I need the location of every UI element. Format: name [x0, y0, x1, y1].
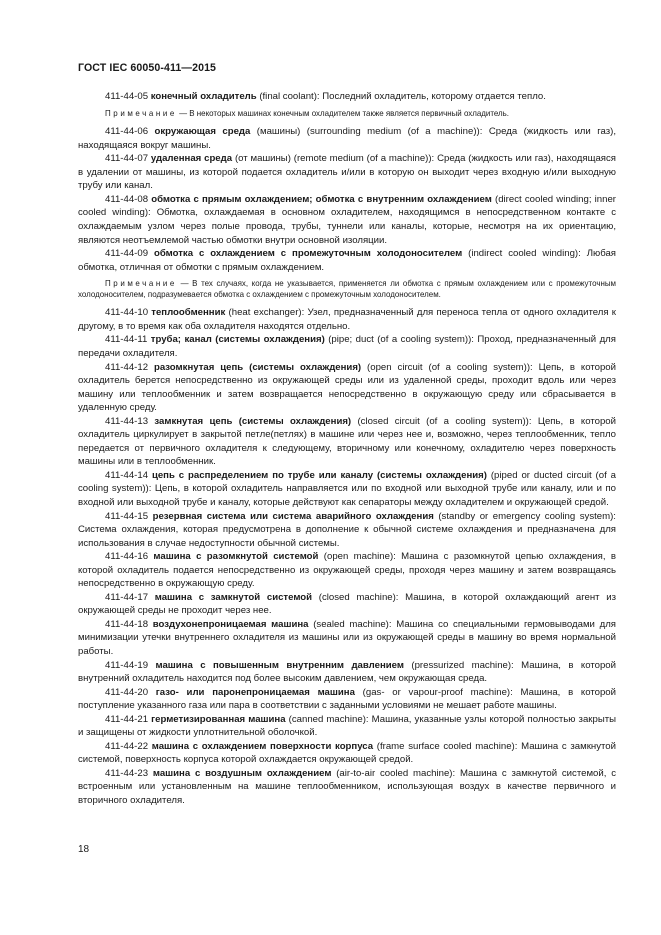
term-entry [78, 125, 616, 152]
term-name: разомкнутая цепь (системы охлаждения) [153, 361, 362, 373]
term-definition: (pipe; duct (of a cooling system)): Проход, предназначенный для передачи охладителя. [78, 334, 616, 359]
term-number: 411-44-12 [105, 361, 149, 373]
term-name: машина с разомкнутой системой [153, 551, 319, 563]
term-number: 411-44-14 [105, 469, 149, 481]
term-entry [78, 193, 616, 247]
document-body [78, 90, 616, 808]
term-name: замкнутая цепь (системы охлаждения) [154, 415, 352, 427]
term-entry [78, 591, 616, 618]
term-number: 411-44-13 [105, 415, 149, 427]
term-entry [78, 247, 616, 274]
term-name: конечный охладитель [150, 91, 257, 102]
term-number: 411-44-05 [105, 91, 149, 102]
term-name: обмотка с прямым охлаждением; обмотка с внутренним охлаждением [151, 193, 492, 205]
page-number: 18 [78, 844, 90, 855]
term-definition: (closed machine): Машина, в которой охлаждающий агент из окружающей среды не проходит через нее. [78, 591, 617, 617]
note-label: Примечание [105, 279, 177, 289]
term-definition: (direct cooled winding; inner cooled winding): Обмотка, охлаждаемая в основном охладителем, находящимся в непосредственном контакте с охлаждаемым узлом через полые провода, трубы, туннели или каналы, которые, несмотря на их ориентацию, являются неотъемлемой частью обмотки внутри основной изоляции. [78, 193, 616, 246]
note-text: — В некоторых машинах конечным охладителем также является первичный охладитель. [176, 108, 510, 118]
term-entry [78, 361, 616, 415]
term-name: герметизированная машина [151, 713, 286, 725]
term-name: воздухонепроницаемая машина [152, 618, 309, 630]
term-entry [78, 686, 616, 713]
term-entry [78, 767, 616, 808]
term-name: машина с воздушным охлаждением [152, 767, 332, 779]
term-entry [78, 469, 616, 510]
term-entry [78, 740, 616, 767]
note [78, 109, 616, 120]
term-name: удаленная среда [150, 153, 233, 165]
term-name: машина с охлаждением поверхности корпуса [151, 740, 374, 752]
term-entry [78, 713, 616, 740]
term-number: 411-44-07 [105, 153, 149, 165]
term-definition: (final coolant): Последний охладитель, которому отдается тепло. [256, 91, 546, 102]
term-definition: (heat exchanger): Узел, предназначенный для переноса тепла от одного охладителя к другому, в то время как оба охладителя находятся отдельно. [78, 307, 617, 332]
term-definition: (closed circuit (of a cooling system)): Цепь, в которой охладитель циркулирует в закрытой петле(петлях) в машине или через нее и, возможно, через теплообменник, тепло передается от первичного охладителя к следующему, вторичному или конечному, охладителю через поверхность машины или в теплообменник. [78, 415, 616, 468]
term-name: газо- или паронепроницаемая машина [155, 686, 355, 698]
term-definition: (sealed machine): Машина со специальными гермовыводами для минимизации утечки внутреннего охладителя из машины или из окружающей среды в машину во время нормальной работы. [78, 618, 617, 658]
term-entry [78, 306, 616, 333]
term-number: 411-44-09 [105, 248, 149, 260]
term-entry [78, 659, 616, 686]
term-definition: (canned machine): Машина, указанные узлы которой полностью закрыты и защищены от жидкости уплотнительной оболочкой. [78, 713, 617, 739]
term-name: обмотка с охлаждением с промежуточным холодоносителем [153, 248, 463, 260]
term-definition: (open circuit (of a cooling system)): Цепь, в которой охладитель берется непосредственно из окружающей среды или из удаленной среды, проходит вдоль или через машину или теплообменник и затем возвращается непосредственно в окружающую среду или сбрасывается в удаленную среду. [78, 361, 616, 414]
term-definition: (pressurized machine): Машина, в которой внутренний охладитель находится под более высоким давлением, чем окружающая среда. [78, 659, 616, 685]
note-label: Примечание [105, 108, 177, 118]
term-name: резервная система или система аварийного охлаждения [152, 510, 434, 522]
term-name: труба; канал (системы охлаждения) [150, 334, 325, 346]
term-number: 411-44-17 [105, 591, 149, 603]
term-entry [78, 550, 616, 591]
document-header: ГОСТ IEC 60050-411—2015 [78, 62, 217, 74]
term-name: теплообменник [151, 307, 226, 319]
term-number: 411-44-20 [105, 686, 149, 698]
term-entry [78, 618, 616, 659]
term-name: машина с замкнутой системой [154, 591, 313, 603]
term-number: 411-44-19 [105, 659, 149, 671]
term-number: 411-44-10 [105, 307, 149, 319]
term-definition: (piped or ducted circuit (of a cooling system)): Цепь, в которой охладитель направляется или по входной или выходной трубе или каналу, или и по входной или выходной трубе и каналу, которые действуют как сепараторы между охладителем и окружающей средой. [78, 469, 616, 508]
term-number: 411-44-16 [105, 551, 149, 563]
term-number: 411-44-08 [105, 193, 149, 205]
term-number: 411-44-22 [105, 740, 149, 752]
term-entry [78, 415, 616, 469]
term-number: 411-44-18 [105, 618, 149, 630]
term-number: 411-44-15 [105, 510, 149, 522]
term-entry [78, 90, 616, 104]
note [78, 279, 616, 300]
term-name: окружающая среда [154, 126, 251, 138]
term-number: 411-44-21 [105, 713, 149, 725]
note-text: — В тех случаях, когда не указывается, применяется ли обмотка с прямым охлаждением или с промежуточным холодоносителем, подразумевается обмотка с охлаждением с промежуточным холодоносителем. [78, 279, 616, 299]
term-name: машина с повышенным внутренним давлением [155, 659, 404, 671]
term-number: 411-44-11 [105, 334, 148, 346]
term-definition: (от машины) (remote medium (of a machine)): Среда (жидкость или газ), находящаяся в удалении от машины, из которой подается охладитель и/или в которую он выходит через входную и/или выходную трубу или канал. [78, 153, 616, 192]
term-definition: (standby or emergency cooling system): Система охлаждения, которая предусмотрена в дополнение к обычной системе охлаждения и предназначена для использования в случае недоступности обычной системы. [78, 510, 616, 549]
term-entry [78, 152, 616, 193]
term-definition: (машины) (surrounding medium (of a machine)): Среда (жидкость или газ), находящаяся вокруг машины. [78, 126, 616, 151]
term-definition: (gas- or vapour-proof machine): Машина, в которой поступление указанного газа или пара в соответствии с заданными условиями не мешает работе машины. [78, 686, 616, 712]
term-entry [78, 510, 616, 551]
term-number: 411-44-06 [105, 126, 149, 138]
term-number: 411-44-23 [105, 767, 149, 779]
term-name: цепь с распределением по трубе или каналу (системы охлаждения) [151, 469, 487, 481]
term-definition: (open machine): Машина с разомкнутой цепью охлаждения, в которой охладитель подается непосредственно из окружающей среды, проходя через машину и затем возвращаясь непосредственно в окружающую среду. [78, 551, 617, 590]
term-definition: (frame surface cooled machine): Машина с замкнутой системой, поверхность корпуса которой охлаждается окружающей средой. [78, 740, 616, 766]
term-entry [78, 333, 616, 360]
term-definition: (air-to-air cooled machine): Машина с замкнутой системой, с встроенным или установленным на машине теплообменником, использующая воздух в качестве первичного и вторичного охладителя. [78, 767, 617, 807]
term-definition: (indirect cooled winding): Любая обмотка, отличная от обмотки с прямым охлаждением. [78, 248, 617, 273]
